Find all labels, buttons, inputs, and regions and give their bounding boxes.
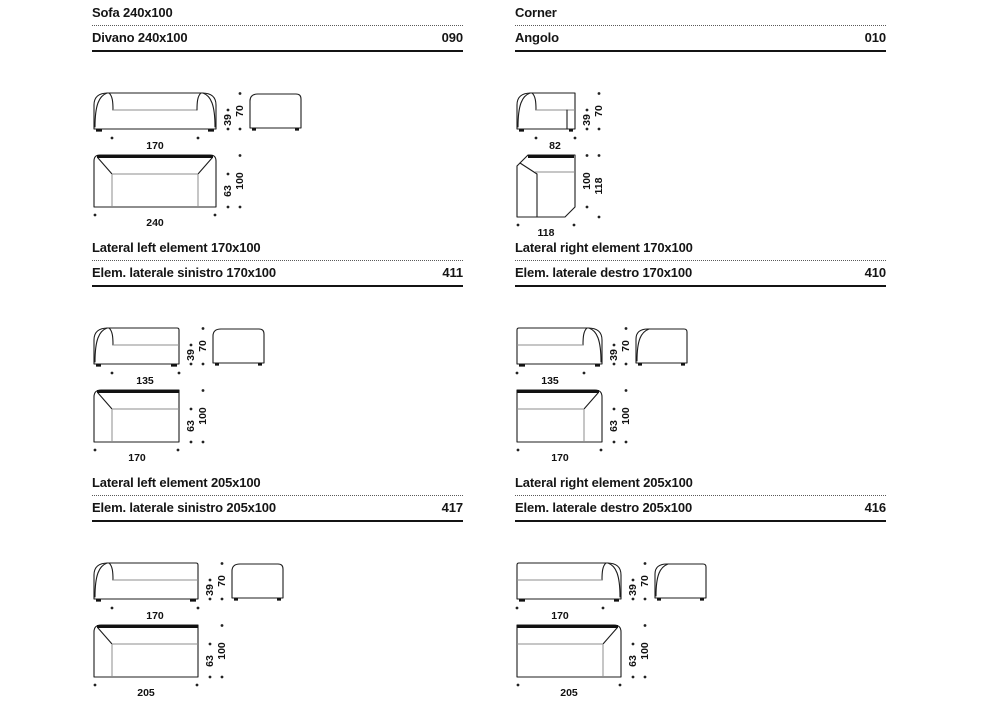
dim-label-total-depth: 100 xyxy=(234,172,246,190)
drawings-area xyxy=(515,52,886,239)
dim-label-plan-width: 170 xyxy=(128,452,146,464)
product-section-corner xyxy=(515,5,886,240)
dim-label-plan-width: 240 xyxy=(146,217,164,229)
sections-grid xyxy=(92,5,886,700)
section-title-en: Lateral left element 205x100 xyxy=(92,475,261,490)
product-section-lateral-right-205 xyxy=(515,475,886,700)
front-view-drawing xyxy=(515,326,745,388)
dim-label-seat-height: 39 xyxy=(608,349,620,361)
product-code: 010 xyxy=(864,30,886,45)
plan-view-drawing xyxy=(515,388,715,474)
side-view-drawing xyxy=(232,564,283,600)
section-title-it: Elem. laterale sinistro 205x100 xyxy=(92,500,276,515)
dim-label-seat-depth: 63 xyxy=(627,655,639,667)
dim-label-seat-depth: 63 xyxy=(185,420,197,432)
plan-view-drawing xyxy=(92,388,292,474)
plan-view-drawing xyxy=(92,623,292,709)
front-view-drawing xyxy=(92,91,322,153)
dim-label-front-width: 170 xyxy=(146,610,164,622)
product-section-lateral-left-205 xyxy=(92,475,463,700)
dim-label-total-height: 70 xyxy=(234,105,246,117)
product-code: 410 xyxy=(864,265,886,280)
dim-label-plan-width: 205 xyxy=(560,687,578,699)
side-view-drawing xyxy=(213,329,264,365)
product-section-lateral-right-170 xyxy=(515,240,886,475)
section-title-en: Lateral right element 170x100 xyxy=(515,240,693,255)
side-view-drawing xyxy=(655,564,706,600)
dim-label-seat-depth: 63 xyxy=(204,655,216,667)
dim-label-total-depth: 100 xyxy=(216,642,228,660)
section-title-en: Lateral left element 170x100 xyxy=(92,240,261,255)
section-title-en: Corner xyxy=(515,5,557,20)
dim-label-front-width: 170 xyxy=(146,140,164,152)
dim-label-seat-height: 39 xyxy=(581,114,593,126)
section-header xyxy=(92,475,463,522)
dim-label-total-depth: 100 xyxy=(639,642,651,660)
drawings-area xyxy=(515,287,886,464)
front-view-drawing xyxy=(515,561,745,623)
dim-label-plan-width: 170 xyxy=(551,452,569,464)
dim-label-total-height: 70 xyxy=(216,575,228,587)
dim-label-total-height: 70 xyxy=(197,340,209,352)
plan-view-drawing xyxy=(515,153,715,243)
dim-label-seat-height: 39 xyxy=(185,349,197,361)
dim-label-total-depth: 118 xyxy=(593,177,605,195)
section-title-it: Elem. laterale destro 170x100 xyxy=(515,265,693,280)
dim-label-total-height: 70 xyxy=(593,105,605,117)
dim-label-front-width: 82 xyxy=(549,140,561,152)
dim-label-seat-depth: 63 xyxy=(608,420,620,432)
section-header xyxy=(515,5,886,52)
dim-label-seat-height: 39 xyxy=(222,114,234,126)
product-section-sofa-240 xyxy=(92,5,463,240)
dim-label-seat-depth: 63 xyxy=(222,185,234,197)
front-view-drawing xyxy=(92,326,322,388)
dim-label-total-height: 70 xyxy=(639,575,651,587)
section-title-en: Lateral right element 205x100 xyxy=(515,475,693,490)
plan-view-drawing xyxy=(92,153,292,239)
product-code: 411 xyxy=(442,265,463,280)
side-view-drawing xyxy=(250,94,301,130)
dim-label-total-depth: 100 xyxy=(197,407,209,425)
drawings-area xyxy=(92,52,463,229)
dim-label-total-depth: 100 xyxy=(620,407,632,425)
section-title-it: Angolo xyxy=(515,30,559,45)
product-code: 090 xyxy=(441,30,463,45)
section-header xyxy=(515,475,886,522)
section-title-it: Elem. laterale sinistro 170x100 xyxy=(92,265,276,280)
dim-label-front-width: 135 xyxy=(136,375,154,387)
section-title-it: Elem. laterale destro 205x100 xyxy=(515,500,693,515)
section-header xyxy=(92,5,463,52)
product-code: 417 xyxy=(441,500,463,515)
front-view-drawing xyxy=(92,561,322,623)
product-section-lateral-left-170 xyxy=(92,240,463,475)
drawings-area xyxy=(92,522,463,699)
front-view-drawing xyxy=(515,91,745,153)
plan-view-drawing xyxy=(515,623,715,709)
section-header xyxy=(92,240,463,287)
section-header xyxy=(515,240,886,287)
dim-label-seat-height: 39 xyxy=(204,584,216,596)
section-title-it: Divano 240x100 xyxy=(92,30,188,45)
dim-label-seat-height: 39 xyxy=(627,584,639,596)
dim-label-plan-width: 118 xyxy=(537,227,555,239)
drawings-area xyxy=(92,287,463,464)
side-view-drawing xyxy=(636,329,687,365)
drawings-area xyxy=(515,522,886,699)
dim-label-seat-depth: 100 xyxy=(581,172,593,190)
dim-label-front-width: 170 xyxy=(551,610,569,622)
dim-label-total-height: 70 xyxy=(620,340,632,352)
dim-label-front-width: 135 xyxy=(541,375,559,387)
dim-label-plan-width: 205 xyxy=(137,687,155,699)
section-title-en: Sofa 240x100 xyxy=(92,5,173,20)
product-code: 416 xyxy=(864,500,886,515)
